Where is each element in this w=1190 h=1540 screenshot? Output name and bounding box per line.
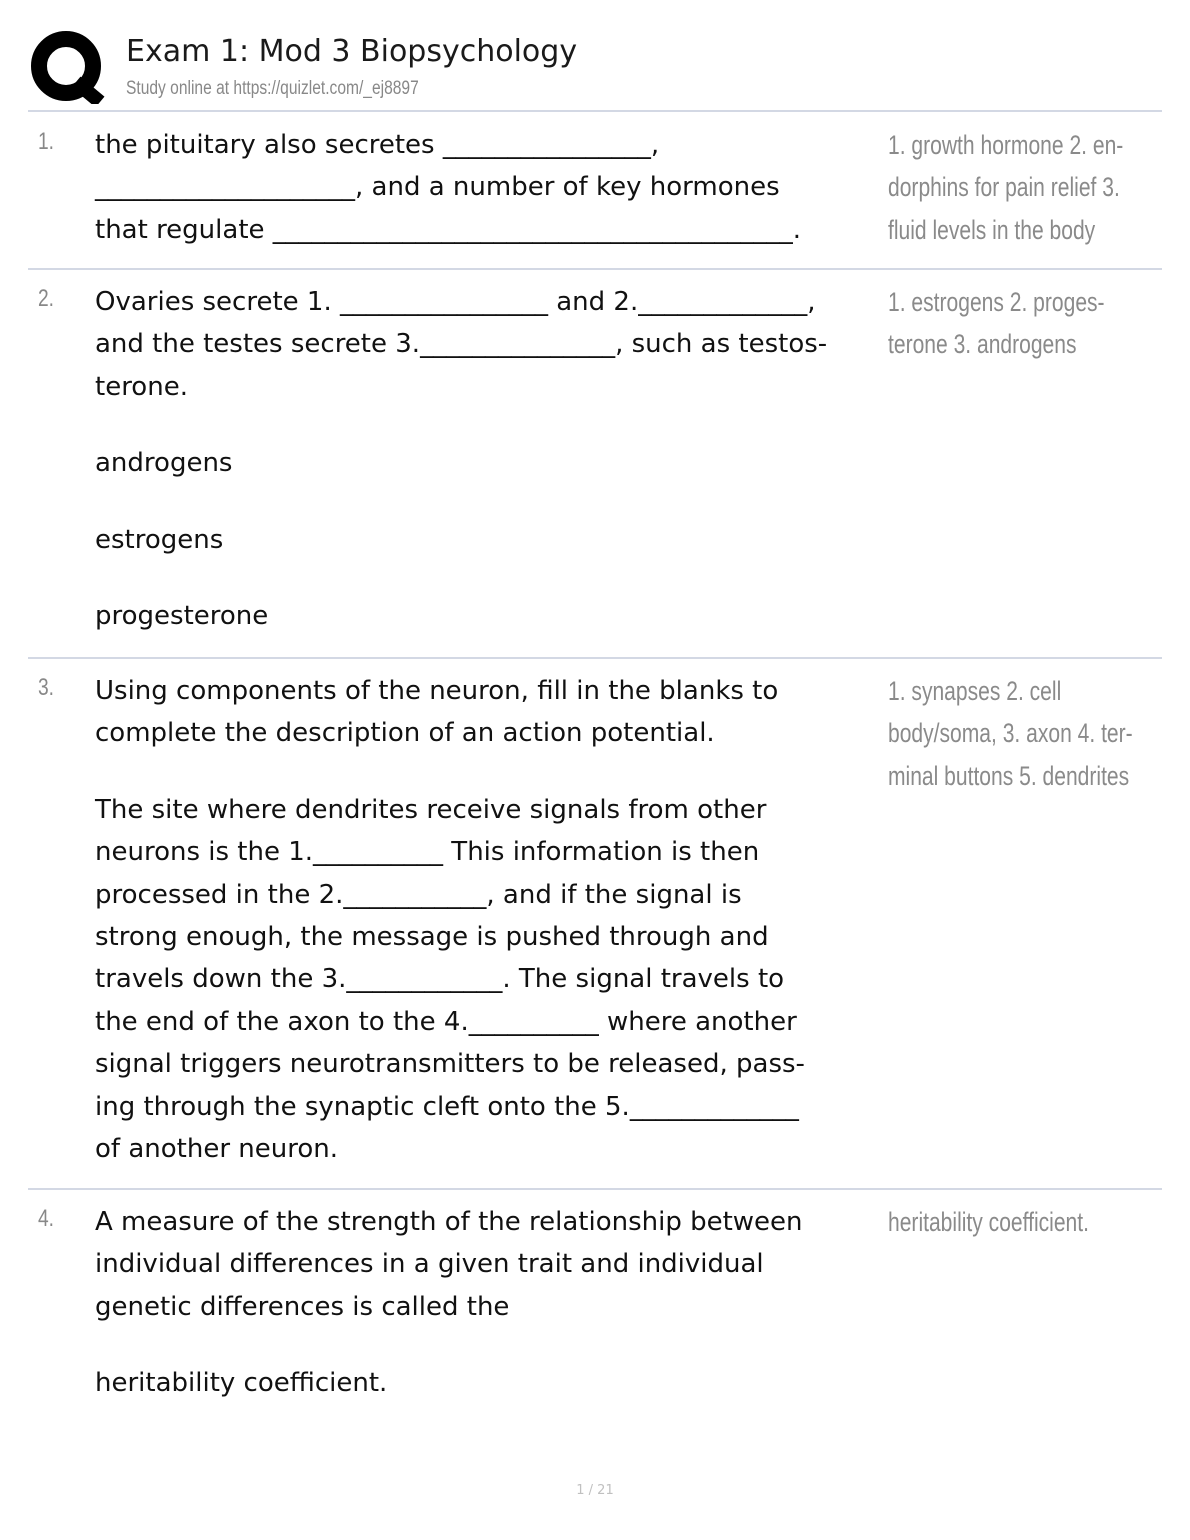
definition-line: fluid levels in the body — [888, 214, 1096, 245]
term-line: and the testes secrete 3._______________, such as testos- — [95, 329, 828, 360]
definition-line: body/soma, 3. axon 4. ter- — [888, 718, 1133, 749]
term-line: the end of the axon to the 4.__________ where another — [95, 1006, 797, 1037]
page-header — [28, 30, 1162, 110]
term-line: strong enough, the message is pushed through and — [95, 922, 769, 953]
term-line: of another neuron. — [95, 1134, 338, 1165]
card-term — [95, 670, 885, 1170]
study-link[interactable]: Study online at https://quizlet.com/_ej8897 — [126, 78, 419, 99]
divider — [28, 268, 1162, 270]
card-number: 4. — [38, 1205, 55, 1232]
definition-line: dorphins for pain relief 3. — [888, 172, 1120, 203]
term-line: Ovaries secrete 1. ________________ and 2._____________, — [95, 287, 816, 317]
definition-line: 1. estrogens 2. proges- — [888, 287, 1105, 317]
definition-line: 1. synapses 2. cell — [888, 676, 1062, 706]
term-line: complete the description of an action potential. — [95, 718, 715, 749]
card-definition — [888, 670, 1145, 797]
term-line: the pituitary also secretes ________________, — [95, 130, 660, 160]
term-option: estrogens — [95, 524, 224, 555]
page-title: Exam 1: Mod 3 Biopsychology — [126, 34, 578, 69]
definition-line: terone 3. androgens — [888, 329, 1077, 360]
definition-line: heritability coefficient. — [888, 1207, 1089, 1237]
divider — [28, 657, 1162, 659]
term-line: processed in the 2.___________, and if the signal is — [95, 879, 742, 910]
term-line: ____________________, and a number of key hormones — [95, 172, 780, 203]
card-term — [95, 124, 885, 251]
term-line: travels down the 3.____________. The signal travels to — [95, 964, 785, 995]
term-line: signal triggers neurotransmitters to be released, pass- — [95, 1049, 805, 1080]
card-number: 2. — [38, 285, 55, 312]
term-line: individual differences in a given trait and individual — [95, 1249, 764, 1280]
card-number: 3. — [38, 674, 55, 701]
term-line: terone. — [95, 371, 188, 402]
card-definition — [888, 1201, 1145, 1243]
quizlet-logo-icon — [30, 30, 106, 104]
term-line: The site where dendrites receive signals from other — [95, 794, 767, 825]
card-term — [95, 281, 885, 637]
card-number: 1. — [38, 128, 55, 155]
term-line: Using components of the neuron, fill in the blanks to — [95, 676, 779, 706]
definition-line: minal buttons 5. dendrites — [888, 760, 1130, 791]
term-line: that regulate ________________________________________. — [95, 214, 802, 245]
term-line: genetic differences is called the — [95, 1291, 510, 1322]
term-answer: heritability coefficient. — [95, 1368, 388, 1399]
term-line: A measure of the strength of the relationship between — [95, 1207, 803, 1237]
term-line: neurons is the 1.__________ This information is then — [95, 837, 760, 868]
divider — [28, 1188, 1162, 1190]
term-line: ing through the synaptic cleft onto the 5._____________ — [95, 1091, 799, 1122]
card-definition — [888, 124, 1145, 251]
term-option: androgens — [95, 448, 233, 479]
card-term — [95, 1201, 885, 1405]
card-definition — [888, 281, 1145, 366]
page-number: 1 / 21 — [576, 1483, 614, 1498]
term-option: progesterone — [95, 601, 269, 632]
divider — [28, 110, 1162, 112]
definition-line: 1. growth hormone 2. en- — [888, 130, 1124, 160]
